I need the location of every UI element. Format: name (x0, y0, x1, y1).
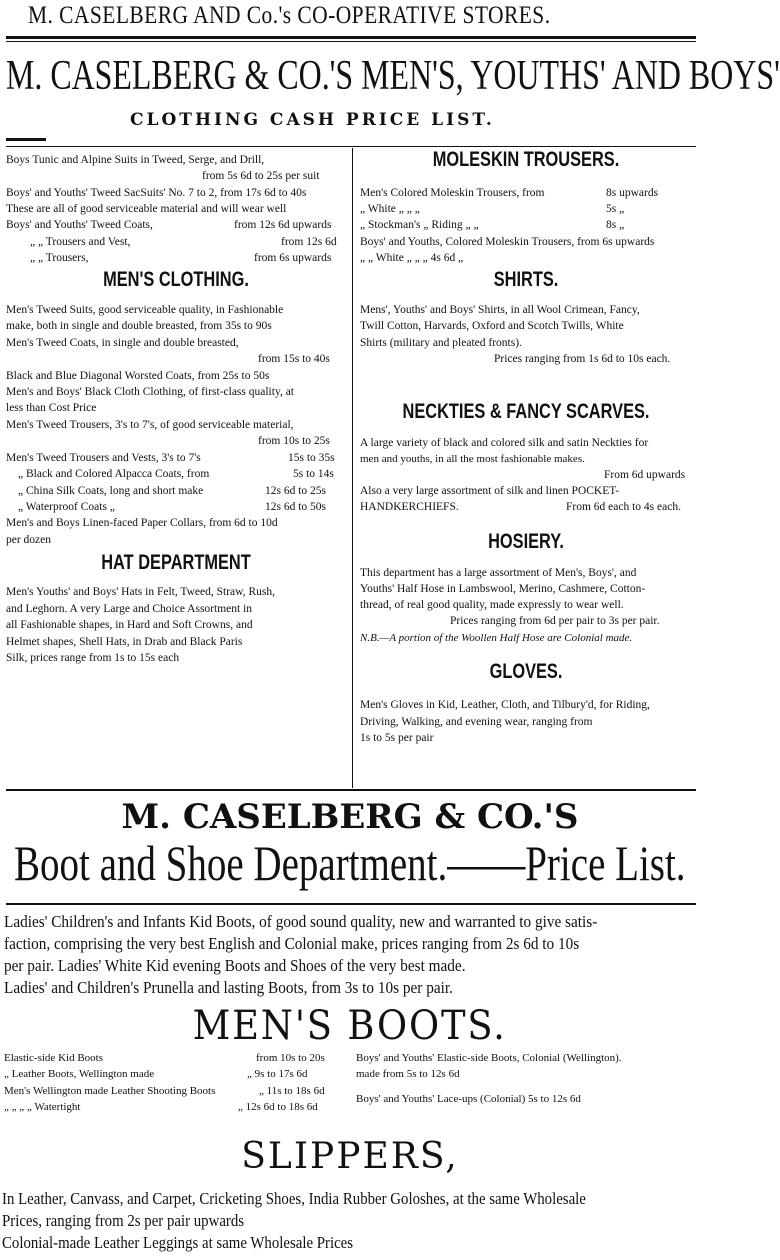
list-item: and Leghorn. A very Large and Choice Assortment in (6, 603, 253, 615)
section-heading: GLOVES. (489, 660, 563, 683)
list-item: Men's Tweed Trousers, 3's to 7's, of good serviceable material, (6, 419, 294, 431)
list-item: faction, comprising the very best English and Colonial make, prices ranging from 2s 6d to 10s (4, 934, 580, 953)
list-item: Ladies' Children's and Infants Kid Boots, of good sound quality, new and warranted to give satis- (4, 912, 598, 931)
mens-boots-heading: MEN'S BOOTS. (192, 1003, 507, 1049)
list-item: Driving, Walking, and evening wear, ranging from (360, 716, 593, 728)
list-item: This department has a large assortment of Men's, Boys', and (360, 567, 637, 579)
section-heading: SHIRTS. (493, 268, 559, 291)
list-item: Men's Tweed Coats, in single and double breasted, (6, 337, 239, 349)
list-item: Men's and Boys' Black Cloth Clothing, of first-class quality, at (6, 386, 294, 398)
list-item: thread, of real good quality, made expressly to wear well. (360, 599, 624, 611)
list-item: „ „ „ „ Watertight (4, 1101, 81, 1113)
list-item: all Fashionable shapes, in Hard and Soft Crowns, and (6, 619, 253, 631)
list-item: Men's Colored Moleskin Trousers, from (360, 187, 545, 199)
section-heading: HOSIERY. (488, 530, 564, 553)
list-item: Men's Tweed Trousers and Vests, 3's to 7's (6, 452, 201, 464)
list-item-price: from 6s upwards (254, 252, 332, 264)
list-item: „ „ Trousers, (30, 252, 89, 264)
list-item: „ Stockman's „ Riding „ „ (360, 219, 479, 231)
list-item-price: 12s 6d to 50s (265, 501, 327, 513)
list-item: Boys' and Youths' Lace-ups (Colonial) 5s to 12s 6d (356, 1093, 581, 1105)
list-item: Boys' and Youths' Tweed SacSuits' No. 7 to 2, from 17s 6d to 40s (6, 187, 307, 199)
list-item: Colonial-made Leather Leggings at same Wholesale Prices (2, 1233, 354, 1252)
list-item: These are all of good serviceable material and will wear well (6, 203, 287, 215)
list-item: Mens', Youths' and Boys' Shirts, in all Wool Crimean, Fancy, (360, 304, 640, 316)
list-item: Boys' and Youths' Tweed Coats, (6, 219, 153, 231)
section-heading: MOLESKIN TROUSERS. (432, 148, 620, 171)
list-item-price: From 6d upwards (604, 469, 686, 481)
boot-title: M. CASELBERG & CO.'S (121, 797, 579, 837)
list-item: „ „ Trousers and Vest, (30, 236, 131, 248)
list-item-price: 15s to 35s (288, 452, 335, 464)
list-item: Men's Wellington made Leather Shooting Boots (4, 1085, 216, 1097)
list-item-price: from 5s 6d to 25s per suit (202, 170, 320, 182)
list-item: „ „ White „ „ „ 4s 6d „ (360, 252, 464, 264)
clothing-subtitle: CLOTHING CASH PRICE LIST. (130, 110, 495, 130)
list-item: Also a very large assortment of silk and linen POCKET- (360, 485, 620, 497)
list-item: Silk, prices range from 1s to 15s each (6, 652, 180, 664)
list-item: A large variety of black and colored silk and satin Neckties for (360, 437, 649, 449)
list-item: Men's Youths' and Boys' Hats in Felt, Tweed, Straw, Rush, (6, 586, 275, 598)
list-item: less than Cost Price (6, 402, 97, 414)
list-item: made from 5s to 12s 6d (356, 1068, 460, 1080)
list-item-price: 5s „ (606, 203, 625, 215)
list-item: Boys Tunic and Alpine Suits in Tweed, Serge, and Drill, (6, 154, 265, 166)
list-item: „ China Silk Coats, long and short make (18, 485, 204, 497)
list-item: Elastic-side Kid Boots (4, 1052, 103, 1064)
list-item: Helmet shapes, Shell Hats, in Drab and Black Paris (6, 636, 243, 648)
list-item: Shirts (military and pleated fronts). (360, 337, 522, 349)
list-item: „ Black and Colored Alpacca Coats, from (18, 468, 210, 480)
list-item: per dozen (6, 534, 52, 546)
list-item: make, both in single and double breasted, from 35s to 90s (6, 320, 272, 332)
list-item: Black and Blue Diagonal Worsted Coats, from 25s to 50s (6, 370, 270, 382)
list-item-price: from 10s to 20s (256, 1052, 325, 1064)
section-heading: HAT DEPARTMENT (101, 551, 251, 574)
list-item-price: 5s to 14s (293, 468, 334, 480)
list-item: 1s to 5s per pair (360, 732, 434, 744)
list-item: In Leather, Canvass, and Carpet, Cricketing Shoes, India Rubber Goloshes, at the same Wholesale (2, 1189, 586, 1208)
list-item: Ladies' and Children's Prunella and lasting Boots, from 3s to 10s per pair. (4, 978, 453, 997)
list-item: Men's Tweed Suits, good serviceable quality, in Fashionable (6, 304, 284, 316)
list-item: „ White „ „ „ (360, 203, 420, 215)
list-item: HANDKERCHIEFS. (360, 501, 459, 513)
list-item: „ Waterproof Coats „ (18, 501, 115, 513)
list-item-price: from 12s 6d upwards (234, 219, 332, 231)
list-item-price: from 15s to 40s (258, 353, 330, 365)
column-divider (352, 148, 353, 788)
list-item-price: Prices ranging from 6d per pair to 3s per pair. (450, 615, 660, 627)
section-heading: MEN'S CLOTHING. (103, 268, 249, 291)
list-item-price: „ 12s 6d to 18s 6d (238, 1101, 318, 1113)
list-item-price: „ 11s to 18s 6d (259, 1085, 325, 1097)
banner-rule (6, 36, 696, 39)
banner-rule-thin (6, 41, 696, 42)
list-item: Boys' and Youths, Colored Moleskin Trousers, from 6s upwards (360, 236, 655, 248)
list-item-price: 12s 6d to 25s (265, 485, 327, 497)
list-item: Twill Cotton, Harvards, Oxford and Scotch Twills, White (360, 320, 624, 332)
list-item: Men's and Boys Linen-faced Paper Collars, from 6d to 10d (6, 517, 278, 529)
slippers-heading: SLIPPERS, (241, 1136, 459, 1177)
list-item-price: „ 9s to 17s 6d (247, 1068, 308, 1080)
list-item: Youths' Half Hose in Lambswool, Merino, Cashmere, Cotton- (360, 583, 646, 595)
boot-rule (6, 903, 696, 905)
list-item-price: from 12s 6d (281, 236, 337, 248)
list-item: Men's Gloves in Kid, Leather, Cloth, and Tilbury'd, for Riding, (360, 699, 650, 711)
list-item: „ Leather Boots, Wellington made (4, 1068, 155, 1080)
title-rule (6, 138, 46, 141)
list-item-price: From 6d each to 4s each. (566, 501, 681, 513)
list-item: per pair. Ladies' White Kid evening Boots and Shoes of the very best made. (4, 956, 466, 975)
boot-subtitle: Boot and Shoe Department.——Price List. (14, 835, 686, 891)
list-item: Prices, ranging from 2s per pair upwards (2, 1211, 245, 1230)
section-divider (6, 789, 696, 791)
list-item: men and youths, in all the most fashionable makes. (360, 453, 585, 465)
list-item-note: N.B.—A portion of the Woollen Half Hose are Colonial made. (360, 632, 633, 644)
section-heading: NECKTIES & FANCY SCARVES. (402, 400, 650, 423)
top-banner: M. CASELBERG AND Co.'s CO-OPERATIVE STORES. (28, 2, 551, 29)
list-item-price: 8s upwards (606, 187, 659, 199)
column-top-rule (6, 146, 696, 147)
list-item-price: from 10s to 25s (258, 435, 330, 447)
list-item-price: 8s „ (606, 219, 625, 231)
list-item-price: Prices ranging from 1s 6d to 10s each. (494, 353, 671, 365)
list-item: Boys' and Youths' Elastic-side Boots, Colonial (Wellington). (356, 1052, 622, 1064)
clothing-title: M. CASELBERG & CO.'S MEN'S, YOUTHS' AND BOYS' (6, 53, 780, 99)
